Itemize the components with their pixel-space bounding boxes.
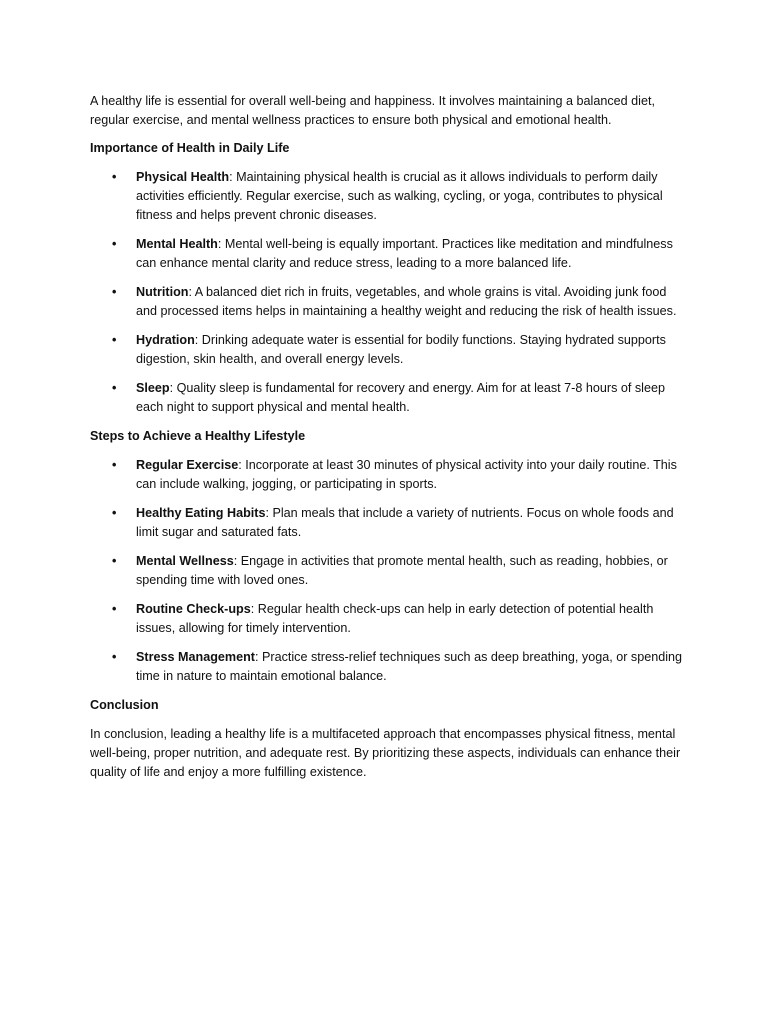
- bullet-icon: •: [112, 237, 117, 251]
- item-text: : Maintaining physical health is crucial as it allows individuals to perform daily activities efficiently. Regular exercise, such as walking, cycling, or yoga, contributes to physical fitness and helps prevent chronic diseases.: [136, 170, 663, 222]
- item-text: : Practice stress-relief techniques such as deep breathing, yoga, or spending time in nature to maintain emotional balance.: [136, 650, 683, 683]
- bullet-icon: •: [112, 170, 117, 184]
- bullet-icon: •: [112, 285, 117, 299]
- steps-list: [90, 456, 690, 686]
- item-term: Nutrition: [136, 285, 189, 299]
- item-text: : Regular health check-ups can help in early detection of potential health issues, allowing for timely intervention.: [136, 602, 654, 635]
- bullet-icon: •: [112, 602, 117, 616]
- section-heading-conclusion: Conclusion: [90, 698, 159, 712]
- list-item: [90, 504, 690, 542]
- item-text: : Quality sleep is fundamental for recovery and energy. Aim for at least 7-8 hours of sleep each night to support physical and mental health.: [136, 381, 665, 414]
- importance-list: [90, 168, 690, 417]
- bullet-icon: •: [112, 554, 117, 568]
- item-text: : Mental well-being is equally important. Practices like meditation and mindfulness can enhance mental clarity and reduce stress, leading to a more balanced life.: [136, 237, 673, 270]
- conclusion-paragraph: In conclusion, leading a healthy life is a multifaceted approach that encompasses physical fitness, mental well-being, proper nutrition, and adequate rest. By prioritizing these aspects, individuals can enhance their quality of life and enjoy a more fulfilling existence.: [90, 727, 681, 779]
- bullet-icon: •: [112, 650, 117, 664]
- bullet-icon: •: [112, 458, 117, 472]
- section-heading-steps: Steps to Achieve a Healthy Lifestyle: [90, 429, 306, 443]
- list-item: [90, 456, 690, 494]
- intro-paragraph: A healthy life is essential for overall well-being and happiness. It involves maintaining a balanced diet, regular exercise, and mental wellness practices to ensure both physical and emotional health.: [90, 94, 655, 127]
- item-text: : A balanced diet rich in fruits, vegetables, and whole grains is vital. Avoiding junk food and processed items helps in maintaining a healthy weight and reducing the risk of health issues.: [136, 285, 677, 318]
- item-text: : Drinking adequate water is essential for bodily functions. Staying hydrated supports digestion, skin health, and overall energy levels.: [136, 333, 666, 366]
- bullet-icon: •: [112, 381, 117, 395]
- bullet-icon: •: [112, 333, 117, 347]
- list-item: [90, 552, 690, 590]
- list-item: [90, 235, 690, 273]
- item-term: Physical Health: [136, 170, 230, 184]
- list-item: [90, 168, 690, 225]
- item-text: : Engage in activities that promote mental health, such as reading, hobbies, or spending time with loved ones.: [136, 554, 668, 587]
- item-term: Routine Check-ups: [136, 602, 251, 616]
- item-term: Healthy Eating Habits: [136, 506, 266, 520]
- item-term: Mental Wellness: [136, 554, 234, 568]
- list-item: [90, 283, 690, 321]
- section-heading-importance: Importance of Health in Daily Life: [90, 141, 290, 155]
- item-term: Mental Health: [136, 237, 218, 251]
- item-term: Stress Management: [136, 650, 255, 664]
- item-term: Regular Exercise: [136, 458, 239, 472]
- list-item: [90, 648, 690, 686]
- bullet-icon: •: [112, 506, 117, 520]
- document-page: [90, 92, 690, 782]
- list-item: [90, 331, 690, 369]
- item-text: : Incorporate at least 30 minutes of physical activity into your daily routine. This can include walking, jogging, or participating in sports.: [136, 458, 677, 491]
- item-term: Sleep: [136, 381, 170, 395]
- list-item: [90, 379, 690, 417]
- item-text: : Plan meals that include a variety of nutrients. Focus on whole foods and limit sugar and saturated fats.: [136, 506, 674, 539]
- list-item: [90, 600, 690, 638]
- item-term: Hydration: [136, 333, 195, 347]
